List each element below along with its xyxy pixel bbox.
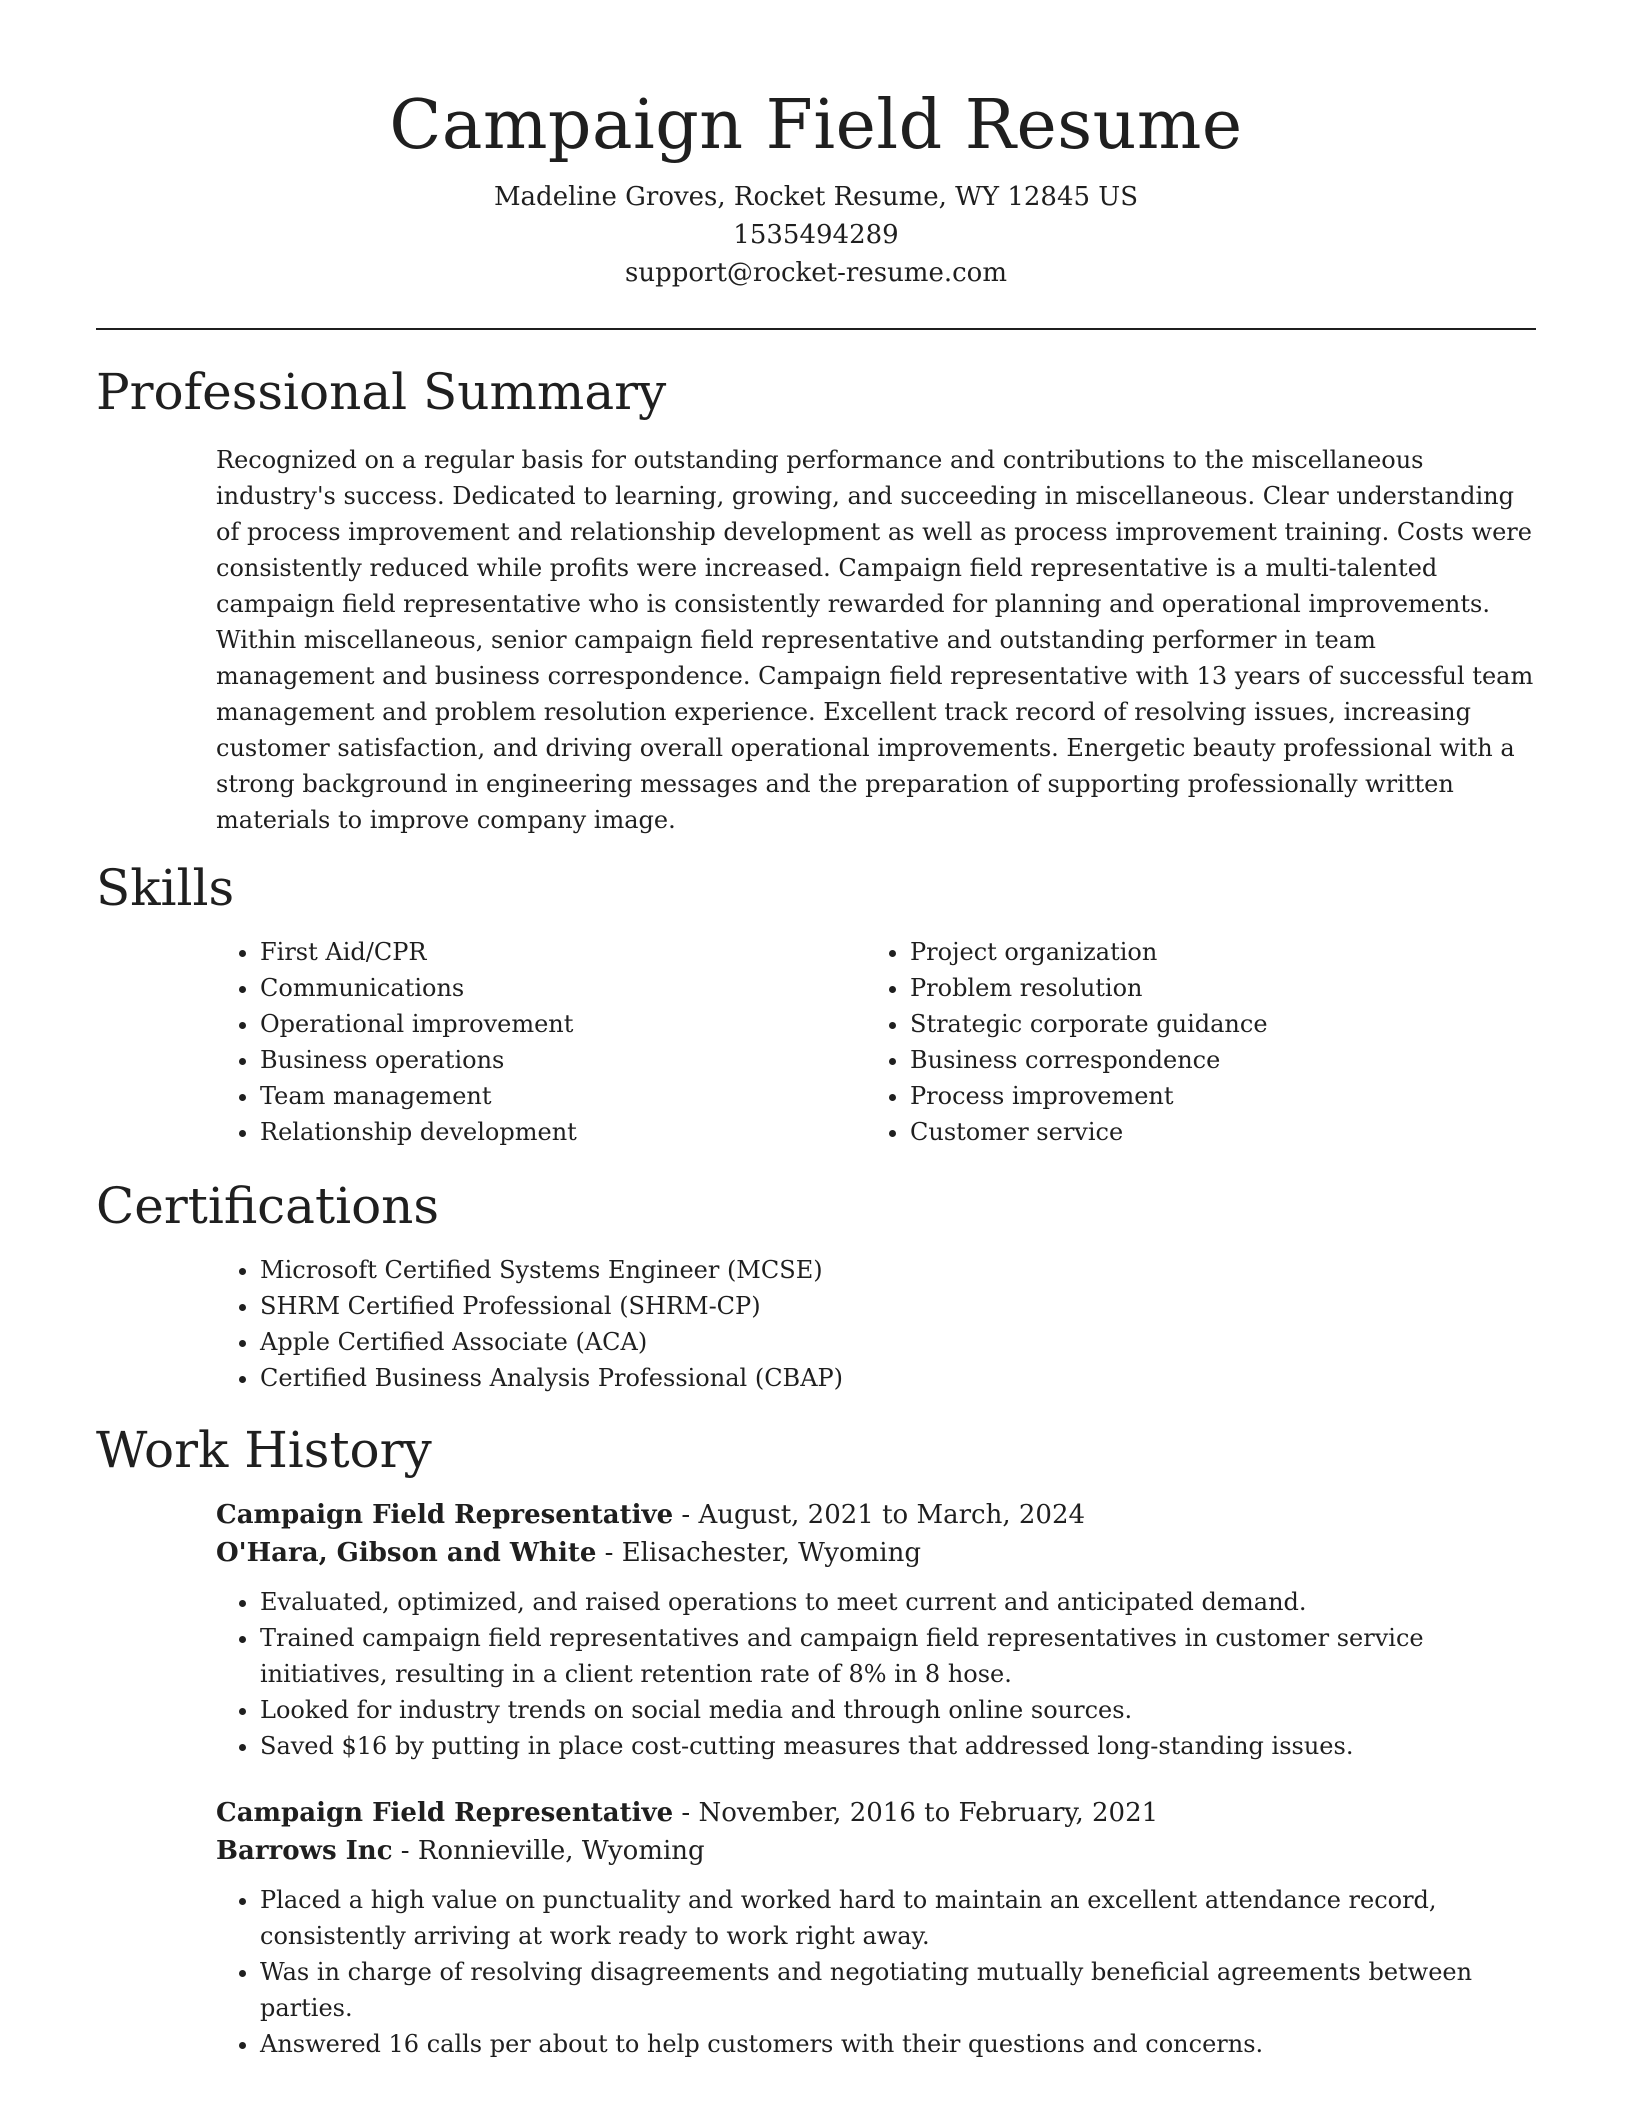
job-bullets [216, 1584, 1536, 1764]
certification-item: • Microsoft Certified Systems Engineer (MCSE) [260, 1252, 1536, 1288]
job-entry [216, 1496, 1536, 1764]
skill-item: • Team management [260, 1078, 866, 1114]
job-bullet: • Saved $16 by putting in place cost-cutting measures that addressed long-standing issues. [260, 1728, 1536, 1764]
skill-item: • Strategic corporate guidance [910, 1006, 1516, 1042]
job-title: Campaign Field Representative [216, 1500, 674, 1530]
job-title-line [216, 1794, 1536, 1832]
resume-title: Campaign Field Resume [389, 86, 1243, 165]
skill-item: • Project organization [910, 934, 1516, 970]
summary-heading: Professional Summary [96, 363, 667, 421]
resume-header [96, 0, 1536, 292]
job-location: - Elisachester, Wyoming [596, 1538, 921, 1568]
skill-item: • Process improvement [910, 1078, 1516, 1114]
job-location: - Ronnieville, Wyoming [392, 1836, 705, 1866]
summary-text: Recognized on a regular basis for outstanding performance and contributions to the miscellaneous industry's success. Dedicated to learning, growing, and succeeding in miscellaneous. Clear understanding of process improvement and relationship development as well as process improvement training. Costs were consistently reduced while profits were increased. Campaign field representative is a multi-talented campaign field representative who is consistently rewarded for planning and operational improvements. Within miscellaneous, senior campaign field representative and outstanding performer in team management and business correspondence. Campaign field representative with 13 years of successful team management and problem resolution experience. Excellent track record of resolving issues, increasing customer satisfaction, and driving overall operational improvements. Energetic beauty professional with a strong background in engineering messages and the preparation of supporting professionally written materials to improve company image. [216, 446, 1534, 834]
skill-item: • Business correspondence [910, 1042, 1516, 1078]
skill-item: • First Aid/CPR [260, 934, 866, 970]
job-bullet: • Was in charge of resolving disagreements and negotiating mutually beneficial agreements between parties. [260, 1954, 1536, 2026]
contact-email: support@rocket-resume.com [624, 258, 1007, 288]
job-bullet: • Looked for industry trends on social media and through online sources. [260, 1692, 1536, 1728]
certification-item: • Certified Business Analysis Professional (CBAP) [260, 1360, 1536, 1396]
job-entry [216, 1794, 1536, 2062]
skill-item: • Customer service [910, 1114, 1516, 1150]
header-divider [96, 328, 1536, 330]
job-company: O'Hara, Gibson and White [216, 1538, 597, 1568]
summary-section [96, 360, 1536, 838]
job-bullet: • Trained campaign field representatives and campaign field representatives in customer service initiatives, resulting in a client retention rate of 8% in 8 hose. [260, 1620, 1536, 1692]
work-history-body [216, 1496, 1536, 2062]
certifications-list [216, 1252, 1536, 1396]
skills-section [96, 856, 1536, 1150]
skill-item: • Relationship development [260, 1114, 866, 1150]
skills-list-left [216, 934, 866, 1150]
certification-item: • SHRM Certified Professional (SHRM-CP) [260, 1288, 1536, 1324]
contact-phone: 1535494289 [733, 220, 899, 250]
skill-item: • Business operations [260, 1042, 866, 1078]
contact-block [96, 178, 1536, 292]
skill-item: • Communications [260, 970, 866, 1006]
job-title-line [216, 1496, 1536, 1534]
skill-item: • Operational improvement [260, 1006, 866, 1042]
job-bullets [216, 1882, 1536, 2062]
skill-item: • Problem resolution [910, 970, 1516, 1006]
skills-grid [216, 934, 1536, 1150]
certifications-body [216, 1252, 1536, 1396]
skills-column-left [216, 934, 866, 1150]
job-company-line [216, 1832, 1536, 1870]
work-history-heading: Work History [96, 1421, 432, 1479]
job-bullet: • Evaluated, optimized, and raised operations to meet current and anticipated demand. [260, 1584, 1536, 1620]
job-company: Barrows Inc [216, 1836, 393, 1866]
job-dates: - August, 2021 to March, 2024 [673, 1500, 1086, 1530]
certifications-heading: Certifications [96, 1177, 440, 1235]
job-bullet: • Answered 16 calls per about to help customers with their questions and concerns. [260, 2026, 1536, 2062]
skills-column-right [866, 934, 1516, 1150]
contact-address: Madeline Groves, Rocket Resume, WY 12845 US [493, 182, 1139, 212]
job-dates: - November, 2016 to February, 2021 [673, 1798, 1159, 1828]
certification-item: • Apple Certified Associate (ACA) [260, 1324, 1536, 1360]
job-company-line [216, 1534, 1536, 1572]
skills-list-right [866, 934, 1516, 1150]
skills-heading: Skills [96, 859, 235, 917]
certifications-section [96, 1174, 1536, 1396]
job-bullet: • Placed a high value on punctuality and worked hard to maintain an excellent attendance record, consistently arriving at work ready to work right away. [260, 1882, 1536, 1954]
job-title: Campaign Field Representative [216, 1798, 674, 1828]
work-history-section [96, 1418, 1536, 2062]
